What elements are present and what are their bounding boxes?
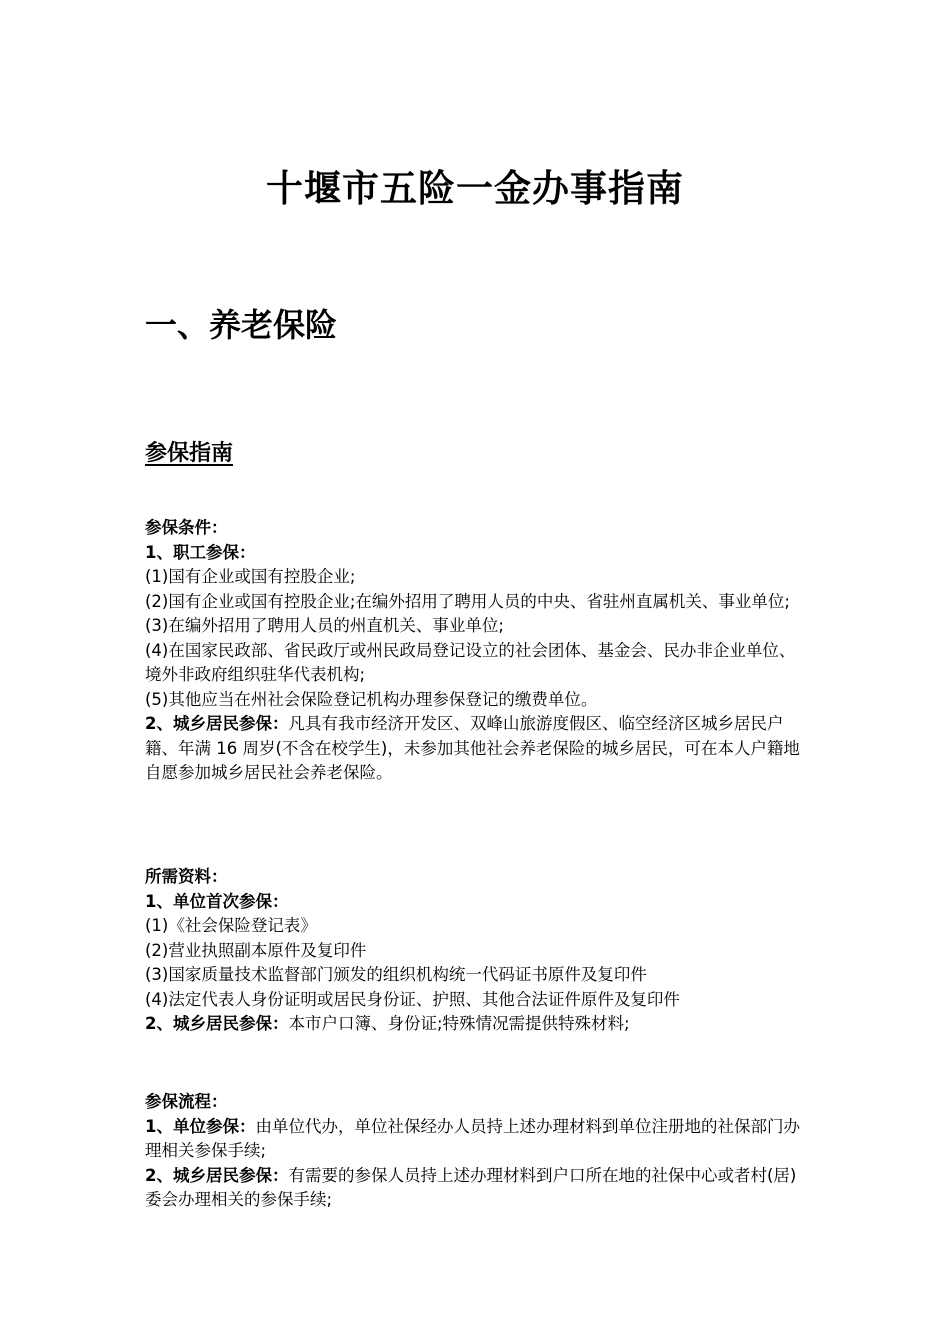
- conditions-subitem: (2)国有企业或国有控股企业;在编外招用了聘用人员的中央、省驻州直属机关、事业单位;: [145, 591, 790, 611]
- conditions-item1-label: 1、职工参保：: [145, 542, 256, 562]
- process-heading: 参保流程：: [145, 1092, 228, 1111]
- process-item1-label: 1、单位参保：: [145, 1116, 256, 1136]
- materials-item2-text: 本市户口簿、身份证;特殊情况需提供特殊材料;: [288, 1014, 630, 1033]
- materials-subitem: (4)法定代表人身份证明或居民身份证、护照、其他合法证件原件及复印件: [145, 989, 680, 1009]
- conditions-subitem: (5)其他应当在州社会保险登记机构办理参保登记的缴费单位。: [145, 689, 598, 709]
- process-item2-label: 2、城乡居民参保：: [145, 1165, 289, 1185]
- conditions-subitem: (3)在编外招用了聘用人员的州直机关、事业单位;: [145, 616, 504, 635]
- materials-heading: 所需资料：: [145, 867, 228, 886]
- materials-subitem: (2)营业执照副本原件及复印件: [145, 940, 367, 960]
- conditions-subitem: (1)国有企业或国有控股企业;: [145, 567, 356, 586]
- materials-section: [145, 865, 810, 1037]
- materials-item2: [145, 1012, 810, 1037]
- section-heading-pension: 一、养老保险: [145, 306, 338, 344]
- process-item1: [145, 1115, 810, 1164]
- materials-subitem: (3)国家质量技术监督部门颁发的组织机构统一代码证书原件及复印件: [145, 965, 647, 984]
- process-item1-text: 由单位代办，单位社保经办人员持上述办理材料到单位注册地的社保部门办理相关参保手续;: [145, 1116, 800, 1160]
- document-title: 十堰市五险一金办事指南: [266, 166, 684, 210]
- materials-subitem: (1)《社会保险登记表》: [145, 916, 317, 935]
- conditions-subitem: (4)在国家民政部、省民政厅或州民政局登记设立的社会团体、基金会、民办非企业单位、境外非政府组织驻华代表机构;: [145, 640, 796, 684]
- conditions-item2-text: 凡具有我市经济开发区、双峰山旅游度假区、临空经济区城乡居民户籍、年满 16 周岁(不含在校学生)，未参加其他社会养老保险的城乡居民，可在本人户籍地自愿参加城乡居民社会养老保险。: [145, 714, 800, 782]
- subsection-heading-guide: 参保指南: [145, 441, 234, 466]
- conditions-section: [145, 516, 810, 786]
- materials-item2-label: 2、城乡居民参保：: [145, 1014, 289, 1033]
- process-item2-text: 有需要的参保人员持上述办理材料到户口所在地的社保中心或者村(居)委会办理相关的参保手续;: [145, 1165, 797, 1209]
- conditions-item2: [145, 712, 810, 786]
- process-section: [145, 1090, 810, 1213]
- conditions-heading: 参保条件：: [145, 518, 228, 537]
- process-item2: [145, 1164, 810, 1213]
- conditions-item2-label: 2、城乡居民参保：: [145, 714, 289, 733]
- materials-item1-label: 1、单位首次参保：: [145, 891, 289, 911]
